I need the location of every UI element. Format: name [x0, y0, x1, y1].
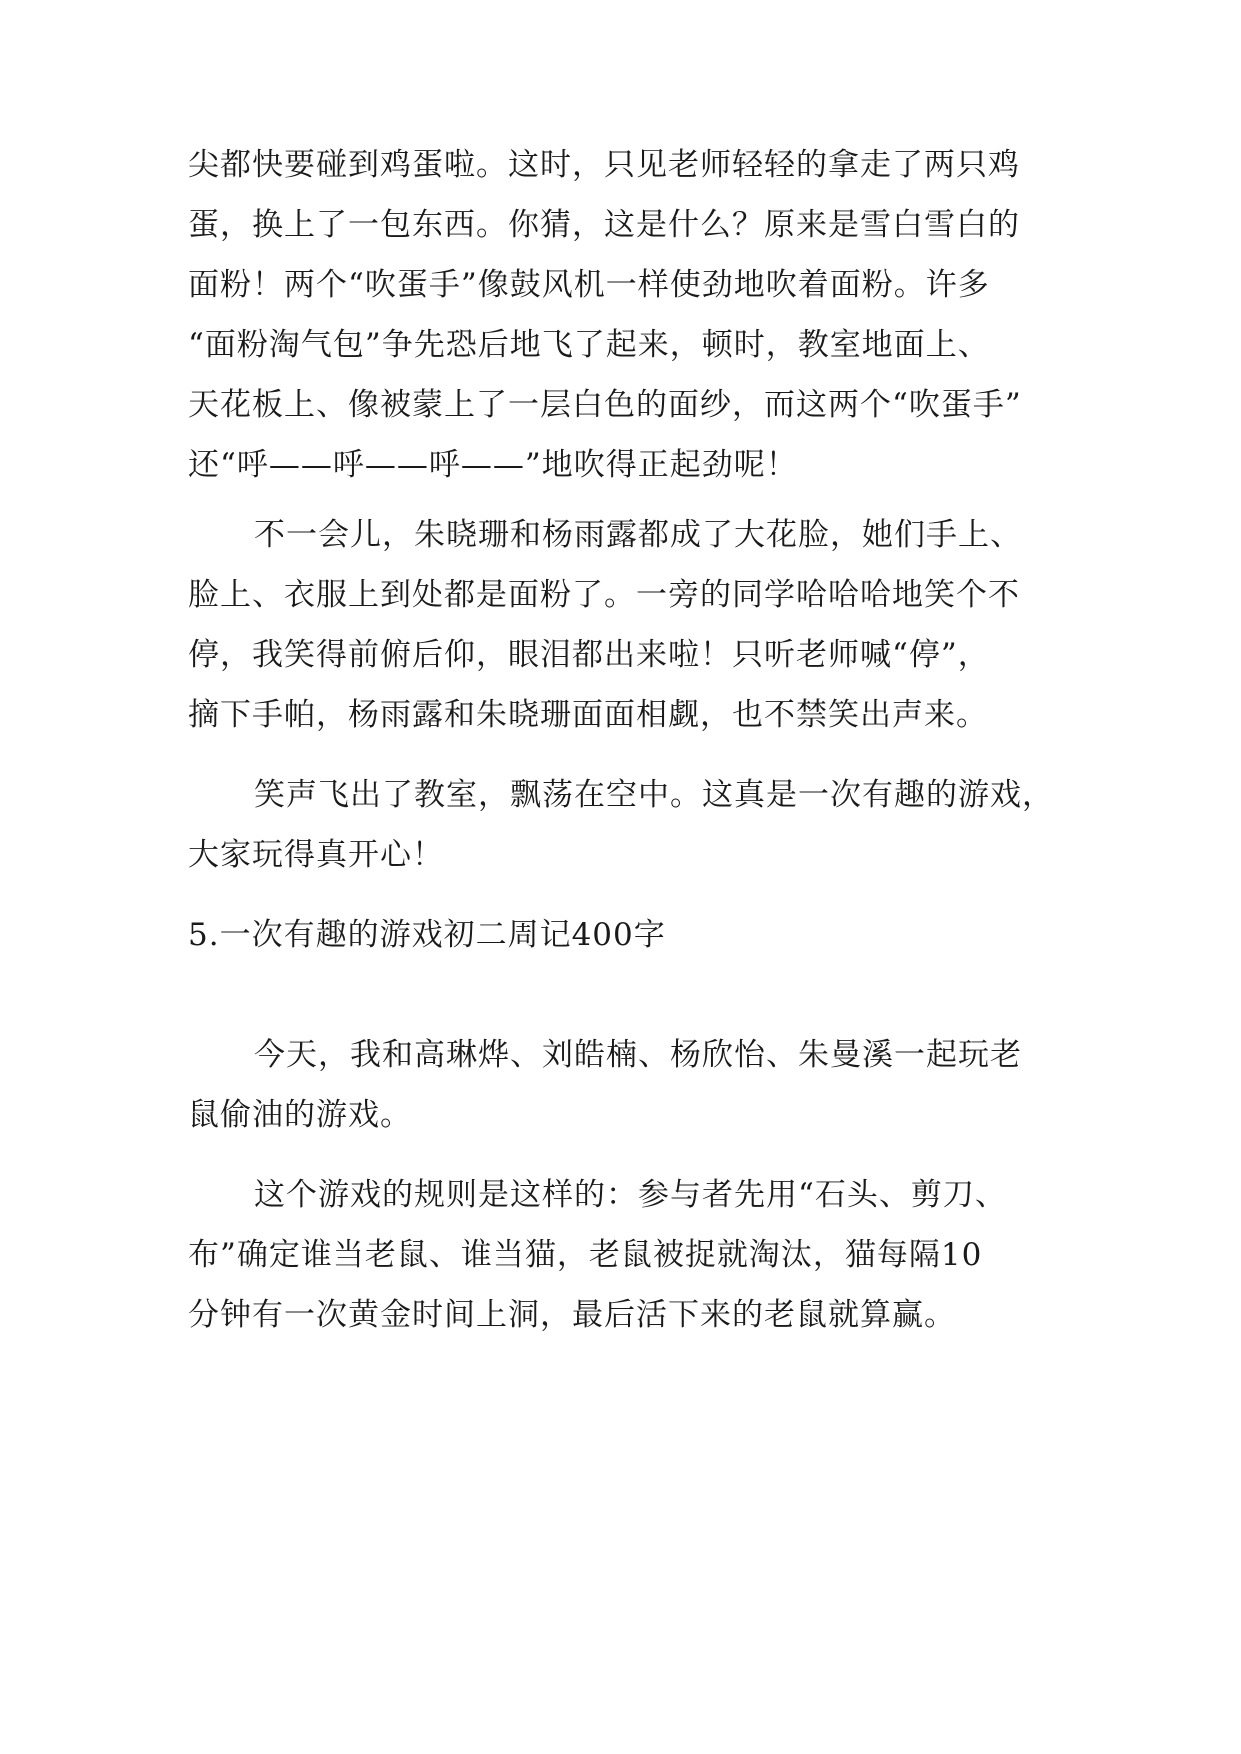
heading-text: 5.一次有趣的游戏初二周记400字 [188, 917, 666, 953]
text-line: 天花板上、像被蒙上了一层白色的面纱，而这两个“吹蛋手” [188, 387, 1022, 423]
paragraph [188, 765, 1058, 885]
text-line: 摘下手帕，杨雨露和朱晓珊面面相觑，也不禁笑出声来。 [188, 697, 988, 733]
text-line: 面粉！两个“吹蛋手”像鼓风机一样使劲地吹着面粉。许多 [188, 267, 990, 303]
text-line: 今天，我和高琳烨、刘皓楠、杨欣怡、朱曼溪一起玩老 [254, 1037, 1022, 1073]
text-line: 笑声飞出了教室，飘荡在空中。这真是一次有趣的游戏， [254, 777, 1054, 813]
paragraph [188, 1165, 1058, 1345]
section-heading [188, 905, 1058, 965]
text-line: 还“呼——呼——呼——”地吹得正起劲呢！ [188, 447, 798, 483]
text-line: 蛋，换上了一包东西。你猜，这是什么？原来是雪白雪白的 [188, 207, 1020, 243]
text-line: 不一会儿，朱晓珊和杨雨露都成了大花脸，她们手上、 [254, 517, 1022, 553]
text-line: 布”确定谁当老鼠、谁当猫，老鼠被捉就淘汰，猫每隔10 [188, 1237, 983, 1273]
text-line: 鼠偷油的游戏。 [188, 1097, 412, 1133]
paragraph [188, 505, 1058, 745]
text-line: 停，我笑得前俯后仰，眼泪都出来啦！只听老师喊“停”， [188, 637, 990, 673]
text-line: 脸上、衣服上到处都是面粉了。一旁的同学哈哈哈地笑个不 [188, 577, 1020, 613]
paragraph-continued [188, 135, 1058, 495]
text-line: 大家玩得真开心！ [188, 837, 444, 873]
text-line: 这个游戏的规则是这样的：参与者先用“石头、剪刀、 [254, 1177, 1007, 1213]
text-line: 尖都快要碰到鸡蛋啦。这时，只见老师轻轻的拿走了两只鸡 [188, 147, 1020, 183]
text-line: “面粉淘气包”争先恐后地飞了起来，顿时，教室地面上、 [188, 327, 990, 363]
text-line: 分钟有一次黄金时间上洞，最后活下来的老鼠就算赢。 [188, 1297, 956, 1333]
paragraph [188, 1025, 1058, 1145]
